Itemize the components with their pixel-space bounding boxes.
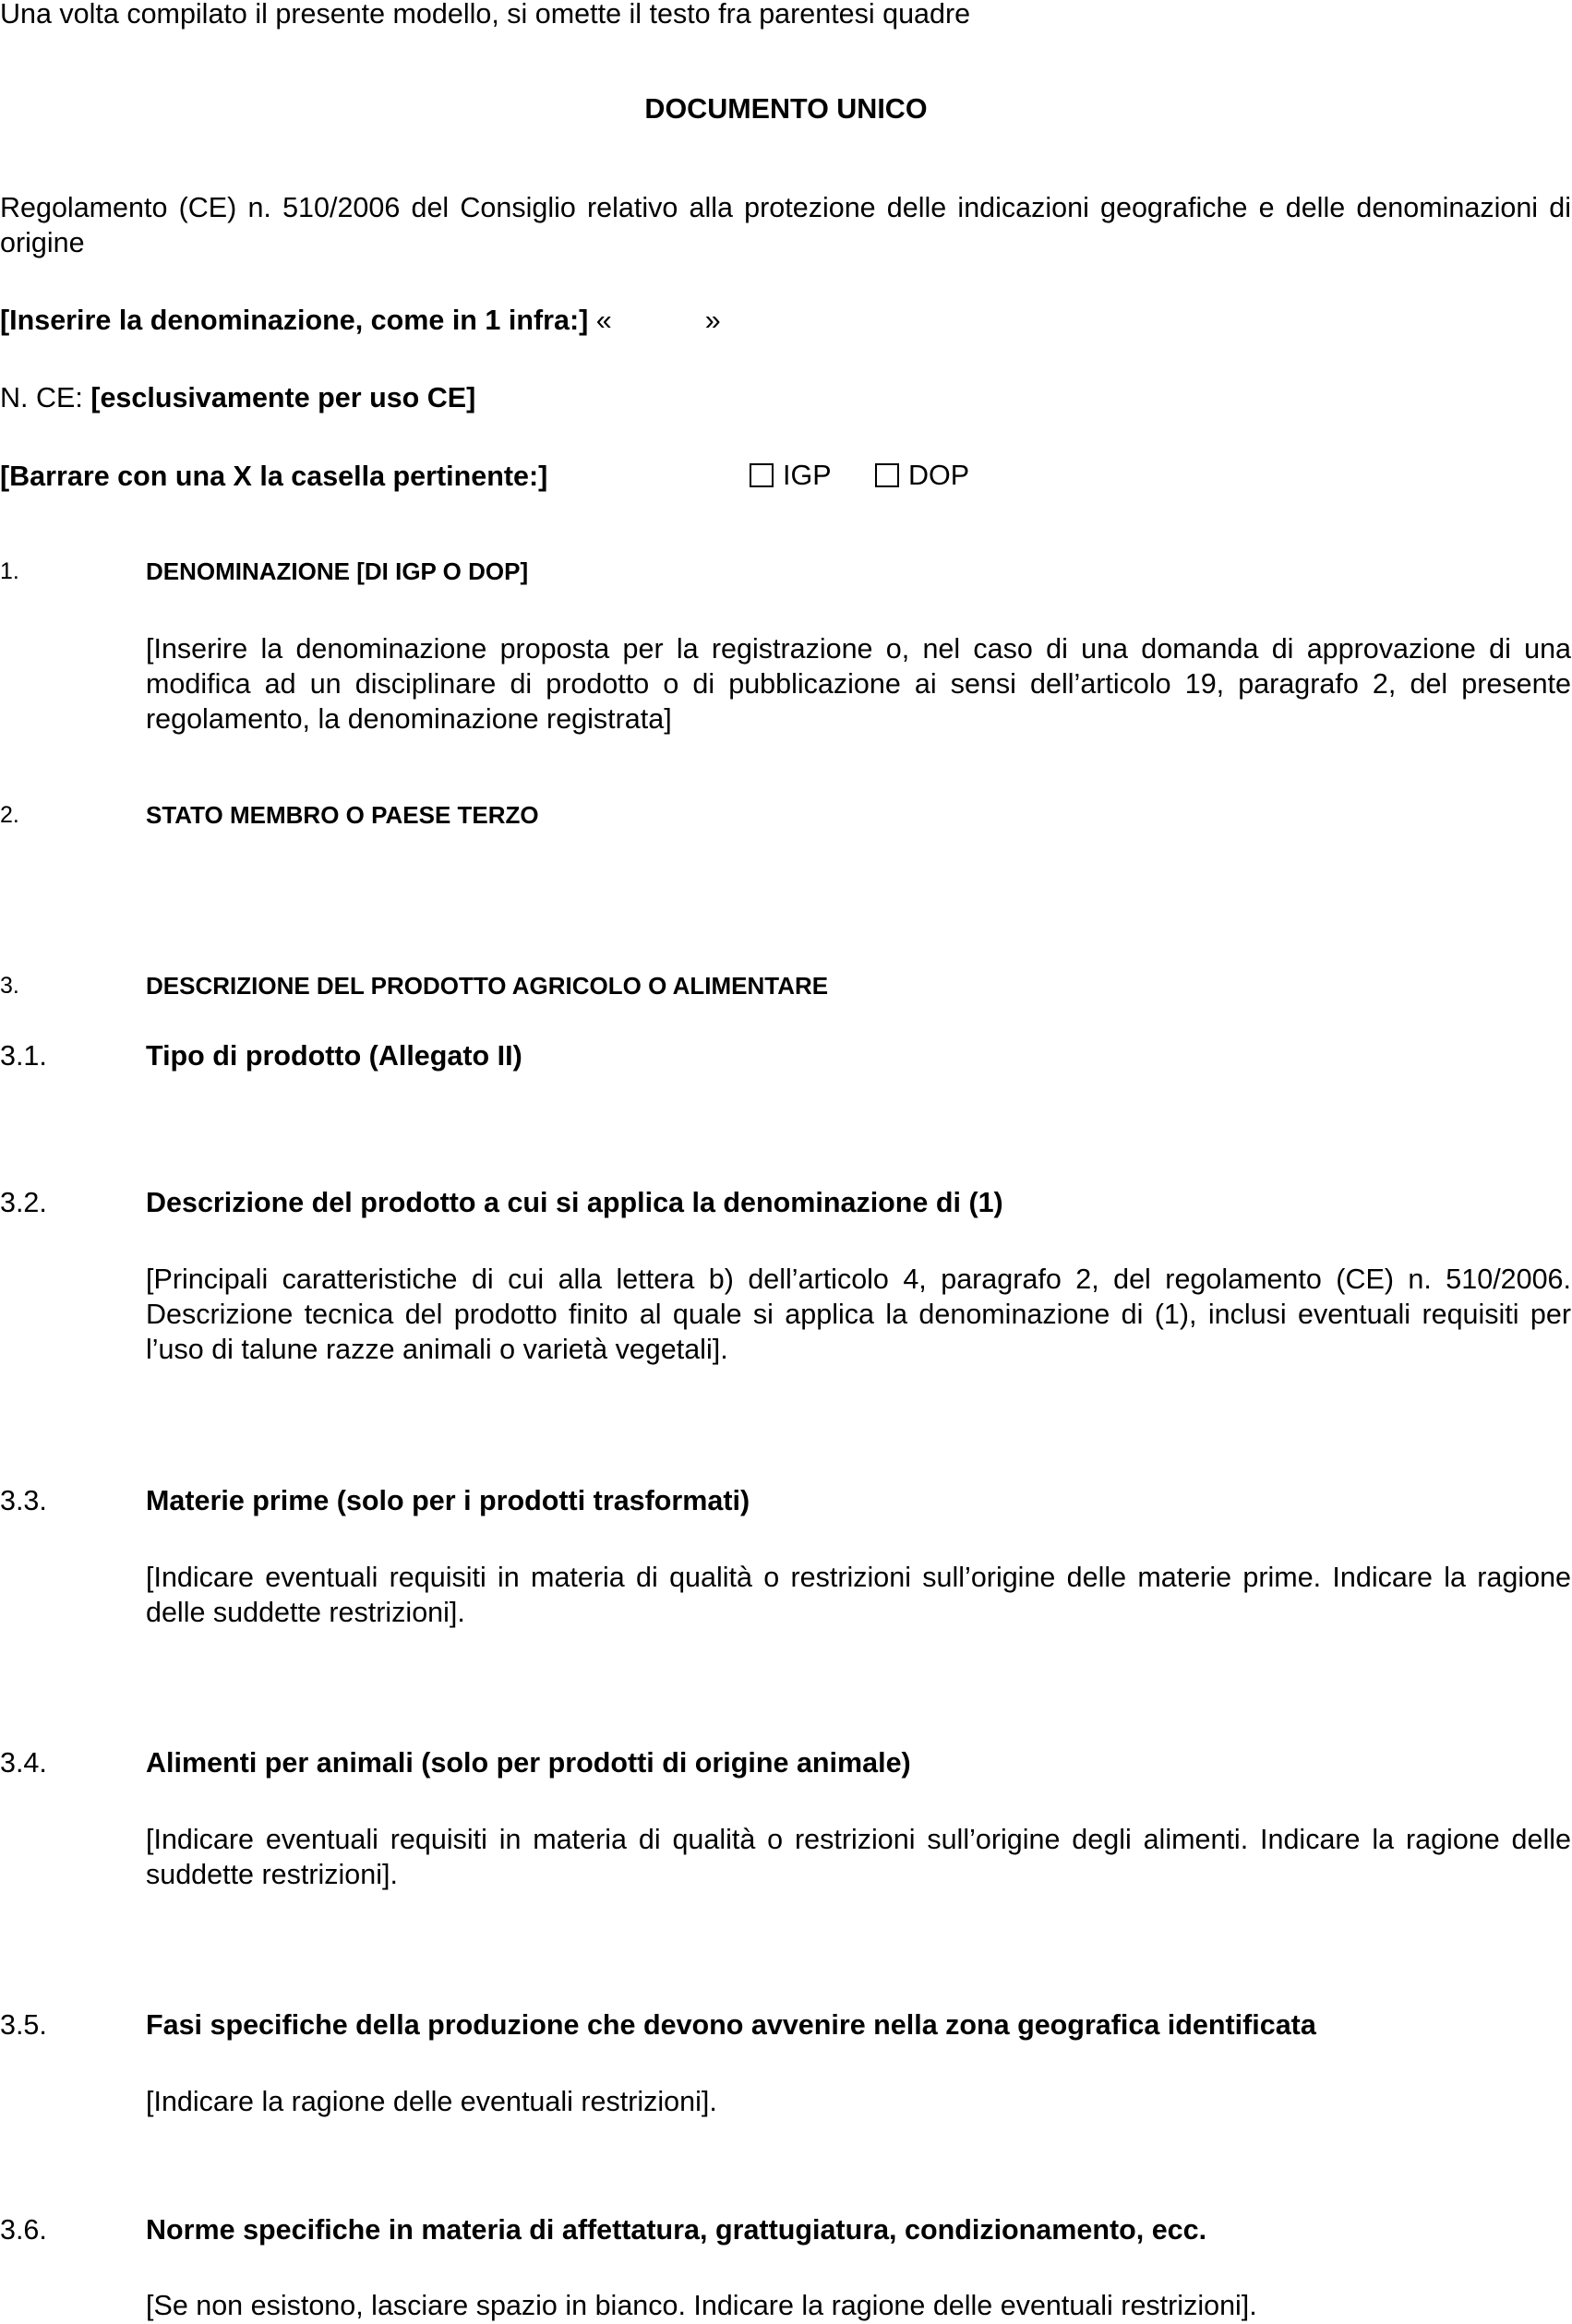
checkbox-instruction: [Barrare con una X la casella pertinente:] <box>0 461 548 492</box>
regulation-text: Regolamento (CE) n. 510/2006 del Consiglio relativo alla protezione delle indicazioni geografiche e delle denominazioni di origine <box>0 192 1571 258</box>
igp-checkbox[interactable] <box>750 463 774 487</box>
checkbox-option-igp[interactable] <box>750 458 832 493</box>
section-3-2-number: 3.2. <box>0 1187 47 1218</box>
section-3-2-text: [Principali caratteristiche di cui alla lettera b) dell’articolo 4, paragrafo 2, del regolamento (CE) n. 510/2006. Descrizione tecnica del prodotto finito al quale si applica la denominazione di (1), inclusi eventuali requisiti per l’uso di talune razze animali o varietà vegetali]. <box>146 1264 1571 1365</box>
ce-number-value: [esclusivamente per uso CE] <box>90 382 476 413</box>
section-3-3-text: [Indicare eventuali requisiti in materia di qualità o restrizioni sull’origine delle materie prime. Indicare la ragione delle suddette restrizioni]. <box>146 1562 1571 1628</box>
header-note: Una volta compilato il presente modello, si omette il testo fra parentesi quadre <box>0 0 971 30</box>
section-3-2-heading: Descrizione del prodotto a cui si applica la denominazione di (1) <box>146 1187 1003 1218</box>
close-quote: » <box>704 305 721 336</box>
dop-checkbox[interactable] <box>875 463 899 487</box>
section-1-number: 1. <box>0 558 19 584</box>
ce-number-label: N. CE: <box>0 382 83 413</box>
document-title: DOCUMENTO UNICO <box>644 93 928 125</box>
section-3-heading: DESCRIZIONE DEL PRODOTTO AGRICOLO O ALIMENTARE <box>146 972 829 1000</box>
section-3-6-text: [Se non esistono, lasciare spazio in bianco. Indicare la ragione delle eventuali restrizioni]. <box>146 2290 1257 2321</box>
section-3-5-heading: Fasi specifiche della produzione che devono avvenire nella zona geografica identificata <box>146 2009 1316 2041</box>
dop-label: DOP <box>908 460 970 491</box>
checkbox-option-dop[interactable] <box>875 458 969 493</box>
section-3-4-text: [Indicare eventuali requisiti in materia di qualità o restrizioni sull’origine degli alimenti. Indicare la ragione delle suddette restrizioni]. <box>146 1824 1571 1890</box>
section-1-heading: DENOMINAZIONE [DI IGP O DOP] <box>146 557 529 585</box>
section-2-number: 2. <box>0 802 19 828</box>
section-3-3-number: 3.3. <box>0 1485 47 1516</box>
section-3-4-number: 3.4. <box>0 1747 47 1779</box>
section-3-number: 3. <box>0 973 19 999</box>
igp-label: IGP <box>783 460 832 491</box>
section-3-6-heading: Norme specifiche in materia di affettatura, grattugiatura, condizionamento, ecc. <box>146 2214 1207 2246</box>
section-3-5-number: 3.5. <box>0 2009 47 2041</box>
section-3-1-heading: Tipo di prodotto (Allegato II) <box>146 1040 522 1072</box>
section-3-3-heading: Materie prime (solo per i prodotti trasformati) <box>146 1485 750 1516</box>
section-1-text: [Inserire la denominazione proposta per la registrazione o, nel caso di una domanda di approvazione di una modifica ad un disciplinare di prodotto o di pubblicazione ai sensi dell’articolo 19, paragrafo 2, del presente regolamento, la denominazione registrata] <box>146 633 1571 735</box>
section-2-heading: STATO MEMBRO O PAESE TERZO <box>146 801 539 829</box>
ce-number-line <box>0 380 475 415</box>
open-quote: « <box>595 305 612 336</box>
section-3-4-heading: Alimenti per animali (solo per prodotti di origine animale) <box>146 1747 911 1779</box>
denomination-line <box>0 303 721 338</box>
section-3-6-number: 3.6. <box>0 2214 47 2246</box>
section-3-1-number: 3.1. <box>0 1040 47 1072</box>
section-3-5-text: [Indicare la ragione delle eventuali restrizioni]. <box>146 2086 717 2117</box>
denomination-label: [Inserire la denominazione, come in 1 infra:] <box>0 305 589 336</box>
